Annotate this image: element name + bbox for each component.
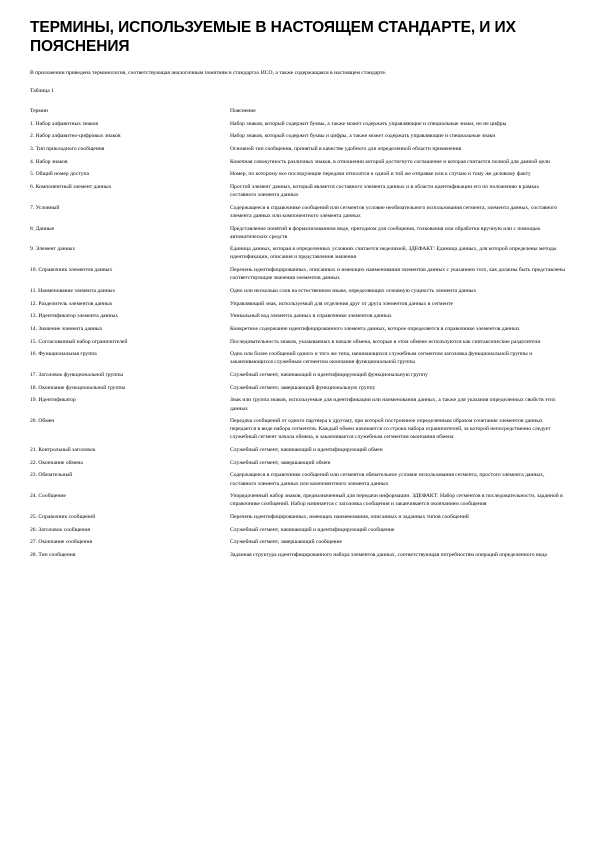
definition-cell: Последовательность знаков, указываемых в начале обмена, которые в этом обмене используются как синтаксические разделители [230, 338, 541, 345]
term-cell: 5. Общий номер доступа [30, 171, 89, 178]
term-cell: 4. Набор знаков [30, 158, 68, 165]
definition-cell: Служебный сегмент, начинающий и идентифицирующий обмен [230, 447, 383, 454]
table-row [30, 204, 565, 225]
term-cell: 8. Данные [30, 225, 55, 232]
page-title: ТЕРМИНЫ, ИСПОЛЬЗУЕМЫЕ В НАСТОЯЩЕМ СТАНДАРТЕ, И ИХ ПОЯСНЕНИЯ [30, 19, 516, 55]
term-cell: 14. Значение элемента данных [30, 325, 103, 332]
term-cell: 22. Окончание обмена [30, 459, 83, 466]
table-header-row [30, 107, 565, 119]
term-cell: 28. Тип сообщения [30, 552, 76, 559]
definition-cell: Конкретное содержание идентифицированного элемента данных, которое определяется в справочнике элементов данных [230, 325, 520, 332]
table-row [30, 492, 565, 513]
definition-cell: Заданная структура идентифицированного набора элементов данных, соответствующая потребностям операций определенного вида [230, 552, 547, 559]
definition-cell: Содержащееся в справочнике сообщений или сегментов обязательное условие использования сегмента, простого элемента данных, составного элемента данных или компонентного элемента данных [230, 472, 545, 487]
term-cell: 18. Окончание функциональной группы [30, 384, 126, 391]
definition-cell: Представление понятий в формализованном виде, пригодном для сообщения, толкования или обработки вручную или с помощью автоматических средств [230, 225, 541, 240]
table-row [30, 538, 565, 551]
table-row [30, 513, 565, 526]
term-cell: 23. Обязательный [30, 472, 73, 479]
term-cell: 7. Условный [30, 204, 60, 211]
table-row [30, 158, 565, 171]
document-page [30, 18, 565, 564]
definition-cell: Управляющий знак, используемый для отделения друг от друга элементов данных в сегменте [230, 300, 454, 307]
definition-cell: Знак или группа знаков, используемые для идентификации или наименования данных, а также для указания определенных свойств этих данных [230, 397, 556, 412]
term-cell: 15. Согласованный набор ограничителей [30, 338, 128, 345]
table-row [30, 287, 565, 300]
definition-cell: Единица данных, которая в определенных условиях считается неделимой, ЗДЕФАКТ: Единица данных, для которой определены методы идентификации, описания и представления значения [230, 246, 557, 261]
term-cell: 21. Контрольный заголовок [30, 447, 96, 454]
definition-cell: Перечень идентифицированных, имеющих наименования, описанных и заданных типов сообщений [230, 514, 469, 521]
definition-cell: Служебный сегмент, завершающий обмен [230, 459, 331, 466]
definition-cell: Набор знаков, который содержит буквы и цифры, а также может содержать управляющие и специальные знаки [230, 133, 496, 140]
table-row [30, 417, 565, 446]
term-cell: 25. Справочник сообщений [30, 514, 96, 521]
table-row [30, 350, 565, 371]
table-row [30, 446, 565, 459]
table-row [30, 338, 565, 351]
definition-cell: Упорядоченный набор знаков, предназначенный для передачи информации. ЗДЕФАКТ: Набор сегментов в последовательности, заданной в справочнике сообщений. Набор начинается с заголовка сообщения и заканчивается окончанием сообщения [230, 493, 563, 508]
intro-paragraph: В приложении приведена терминология, соответствующая аналогичным понятиям в стандартах ИСО, а также содержащаяся в настоящем стандарте. [30, 70, 387, 76]
table-row [30, 266, 565, 287]
table-row [30, 312, 565, 325]
term-cell: 26. Заголовок сообщения [30, 526, 90, 533]
term-cell: 2. Набор алфавитно-цифровых знаков [30, 133, 121, 140]
term-cell: 1. Набор алфавитных знаков [30, 120, 98, 127]
table-row [30, 183, 565, 204]
definition-cell: Служебный сегмент, начинающий и идентифицирующий сообщение [230, 526, 395, 533]
term-cell: 17. Заголовок функциональной группы [30, 372, 124, 379]
table-row [30, 170, 565, 183]
term-cell: 19. Идентификатор [30, 397, 76, 404]
table-label: Таблица 1 [30, 88, 54, 95]
term-cell: 12. Разделитель элементов данных [30, 300, 113, 307]
definition-cell: Служебный сегмент, завершающий функциональную группу [230, 384, 376, 391]
table-row [30, 145, 565, 158]
table-row [30, 225, 565, 246]
table-row [30, 471, 565, 492]
table-row [30, 526, 565, 539]
term-cell: 13. Идентификатор элемента данных [30, 313, 118, 320]
terms-table [30, 107, 565, 563]
definition-cell: Перечень идентифицированных, описанных и имеющих наименования элементов данных с указанием того, как должны быть представлены соответствующие значения элементов данных [230, 267, 565, 282]
definition-cell: Основной тип сообщения, принятый в качестве удобного для определенной области применения [230, 145, 462, 152]
table-row [30, 325, 565, 338]
term-cell: 10. Справочник элементов данных [30, 267, 113, 274]
table-row [30, 396, 565, 417]
definition-cell: Уникальный код элемента данных в справочнике элементов данных [230, 313, 392, 320]
table-row [30, 300, 565, 313]
table-row [30, 120, 565, 133]
term-cell: 20. Обмен [30, 418, 55, 425]
definition-cell: Набор знаков, который содержит буквы, а также может содержать управляющие и специальные знаки, но не цифры [230, 120, 507, 127]
column-header-term: Термин [30, 108, 48, 115]
definition-cell: Номер, по которому все последующие передачи относятся к одной и той же отправке или к случаю и тому же деловому факту [230, 171, 531, 178]
term-cell: 6. Компонентный элемент данных [30, 183, 112, 190]
term-cell: 11. Наименование элемента данных [30, 287, 116, 294]
column-header-definition: Пояснение [230, 108, 256, 115]
definition-cell: Простой элемент данных, который является составного элемента данных и в области идентификации его по положению в рамках составного элемента данных [230, 183, 540, 199]
definition-cell: Служебный сегмент, начинающий и идентифицирующий функциональную группу [230, 372, 428, 379]
definition-cell: Одно или более сообщений одного и того же типа, начинающихся служебным сегментом заголовка функциональной группы и заканчивающихся служебным сегментом окончания функциональной группы [230, 351, 533, 366]
table-row [30, 371, 565, 384]
term-cell: 24. Сообщение [30, 493, 66, 500]
term-cell: 16. Функциональная группа [30, 351, 97, 358]
table-row [30, 245, 565, 266]
definition-cell: Конечная совокупность различных знаков, в отношении которой достигнуто соглашение и которая считается полной для данной цели [230, 158, 550, 165]
definition-cell: Содержащееся в справочнике сообщений или сегментов условие необязательного использования сегмента, элемента данных, составного элемента данных или компонентного элемента данных [230, 204, 558, 219]
table-row [30, 132, 565, 145]
table-row [30, 551, 565, 564]
table-row [30, 384, 565, 397]
table-row [30, 459, 565, 472]
term-cell: 9. Элемент данных [30, 246, 76, 253]
definition-cell: Служебный сегмент, завершающий сообщение [230, 539, 343, 546]
term-cell: 27. Окончание сообщения [30, 539, 93, 546]
definition-cell: Одно или несколько слов на естественном языке, определяющих основную сущность элемента данных [230, 287, 477, 294]
term-cell: 3. Тип прикладного сообщения [30, 145, 105, 152]
definition-cell: Передача сообщений от одного партнера к другому, при которой построенное определенным образом сочетание элементов данных передается в виде набора сегментов. Каждый обмен начинается со строки набора ограничителей, за которой непосредственно следует служебный сегмент начала обмена, и заканчивается служебным сегментом окончания обмена [230, 418, 551, 441]
